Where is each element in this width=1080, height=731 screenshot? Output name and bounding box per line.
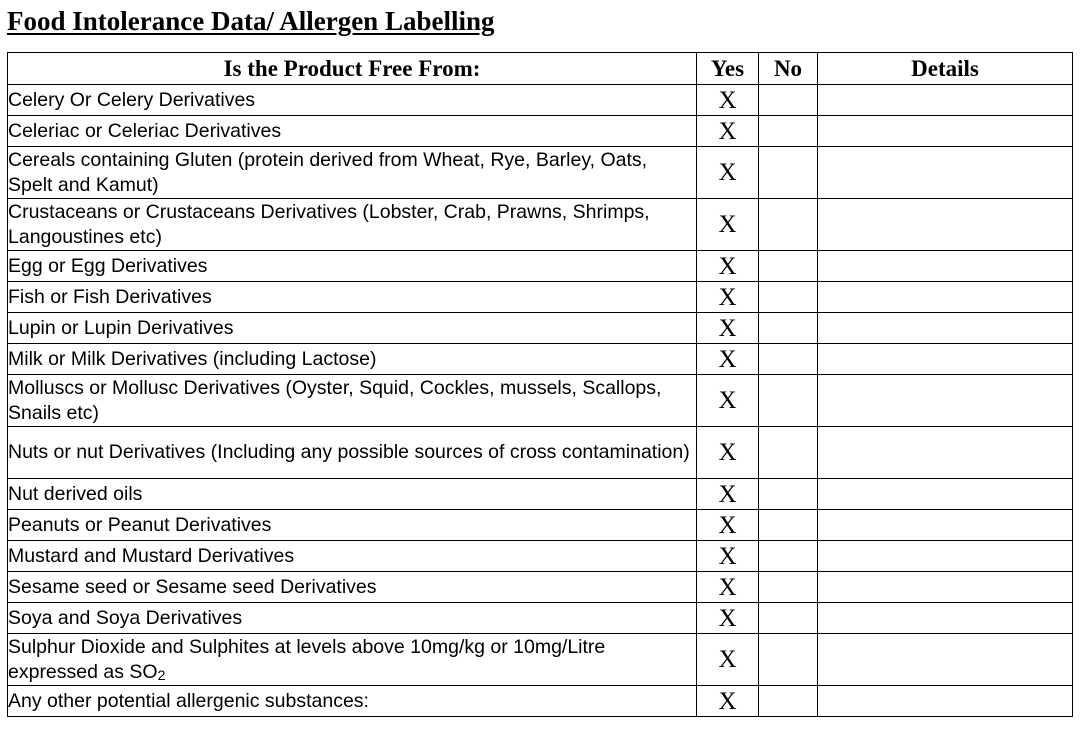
- yes-mark: X: [697, 479, 759, 510]
- no-mark: [759, 686, 818, 717]
- yes-mark: X: [697, 85, 759, 116]
- table-row: [8, 479, 1073, 510]
- table-row: [8, 116, 1073, 147]
- details-cell: [818, 479, 1073, 510]
- no-mark: [759, 427, 818, 479]
- table-row: [8, 147, 1073, 199]
- table-row: [8, 686, 1073, 717]
- table-row: [8, 572, 1073, 603]
- allergen-label: Cereals containing Gluten (protein derived from Wheat, Rye, Barley, Oats, Spelt and Kamut): [8, 147, 697, 199]
- details-cell: [818, 116, 1073, 147]
- allergen-label: [8, 634, 697, 686]
- no-mark: [759, 85, 818, 116]
- no-mark: [759, 282, 818, 313]
- no-mark: [759, 375, 818, 427]
- allergen-label: Celery Or Celery Derivatives: [8, 85, 697, 116]
- allergen-label: Lupin or Lupin Derivatives: [8, 313, 697, 344]
- subscript-two: 2: [157, 666, 166, 683]
- details-cell: [818, 313, 1073, 344]
- allergen-label: Celeriac or Celeriac Derivatives: [8, 116, 697, 147]
- no-mark: [759, 116, 818, 147]
- no-mark: [759, 541, 818, 572]
- allergen-label-text: Sulphur Dioxide and Sulphites at levels above 10mg/kg or 10mg/Litre expressed as SO: [8, 635, 606, 683]
- table-row: [8, 510, 1073, 541]
- no-mark: [759, 313, 818, 344]
- yes-mark: X: [697, 603, 759, 634]
- table-row: [8, 634, 1073, 686]
- yes-mark: X: [697, 282, 759, 313]
- no-mark: [759, 603, 818, 634]
- allergen-label: Crustaceans or Crustaceans Derivatives (Lobster, Crab, Prawns, Shrimps, Langoustines etc): [8, 199, 697, 251]
- yes-mark: X: [697, 510, 759, 541]
- table-row: [8, 313, 1073, 344]
- yes-mark: X: [697, 147, 759, 199]
- yes-mark: X: [697, 572, 759, 603]
- allergen-label: Nuts or nut Derivatives (Including any possible sources of cross contamination): [8, 427, 697, 479]
- details-cell: [818, 344, 1073, 375]
- no-mark: [759, 147, 818, 199]
- yes-mark: X: [697, 634, 759, 686]
- column-header-no: No: [759, 53, 818, 85]
- column-header-question: Is the Product Free From:: [8, 53, 697, 85]
- details-cell: [818, 375, 1073, 427]
- page-title: Food Intolerance Data/ Allergen Labelling: [7, 6, 495, 36]
- allergen-label: Peanuts or Peanut Derivatives: [8, 510, 697, 541]
- no-mark: [759, 510, 818, 541]
- yes-mark: X: [697, 541, 759, 572]
- table-row: [8, 85, 1073, 116]
- no-mark: [759, 634, 818, 686]
- allergen-label: Sesame seed or Sesame seed Derivatives: [8, 572, 697, 603]
- no-mark: [759, 479, 818, 510]
- allergen-label: Molluscs or Mollusc Derivatives (Oyster, Squid, Cockles, mussels, Scallops, Snails etc): [8, 375, 697, 427]
- no-mark: [759, 199, 818, 251]
- yes-mark: X: [697, 427, 759, 479]
- details-cell: [818, 686, 1073, 717]
- allergen-label: Egg or Egg Derivatives: [8, 251, 697, 282]
- table-row: [8, 375, 1073, 427]
- details-cell: [818, 85, 1073, 116]
- allergen-label: Mustard and Mustard Derivatives: [8, 541, 697, 572]
- allergen-label: Any other potential allergenic substances:: [8, 686, 697, 717]
- details-cell: [818, 427, 1073, 479]
- yes-mark: X: [697, 199, 759, 251]
- yes-mark: X: [697, 686, 759, 717]
- yes-mark: X: [697, 251, 759, 282]
- yes-mark: X: [697, 116, 759, 147]
- allergen-label: Milk or Milk Derivatives (including Lactose): [8, 344, 697, 375]
- details-cell: [818, 572, 1073, 603]
- table-row: [8, 344, 1073, 375]
- yes-mark: X: [697, 344, 759, 375]
- details-cell: [818, 251, 1073, 282]
- table-row: [8, 541, 1073, 572]
- column-header-details: Details: [818, 53, 1073, 85]
- no-mark: [759, 251, 818, 282]
- column-header-yes: Yes: [697, 53, 759, 85]
- allergen-label: Fish or Fish Derivatives: [8, 282, 697, 313]
- details-cell: [818, 603, 1073, 634]
- table-row: [8, 282, 1073, 313]
- details-cell: [818, 541, 1073, 572]
- table-row: [8, 603, 1073, 634]
- allergen-table: [7, 52, 1073, 717]
- details-cell: [818, 282, 1073, 313]
- table-row: [8, 427, 1073, 479]
- no-mark: [759, 572, 818, 603]
- table-header-row: [8, 53, 1073, 85]
- no-mark: [759, 344, 818, 375]
- table-row: [8, 251, 1073, 282]
- yes-mark: X: [697, 313, 759, 344]
- yes-mark: X: [697, 375, 759, 427]
- allergen-label: Soya and Soya Derivatives: [8, 603, 697, 634]
- details-cell: [818, 634, 1073, 686]
- details-cell: [818, 147, 1073, 199]
- details-cell: [818, 510, 1073, 541]
- details-cell: [818, 199, 1073, 251]
- allergen-label: Nut derived oils: [8, 479, 697, 510]
- table-row: [8, 199, 1073, 251]
